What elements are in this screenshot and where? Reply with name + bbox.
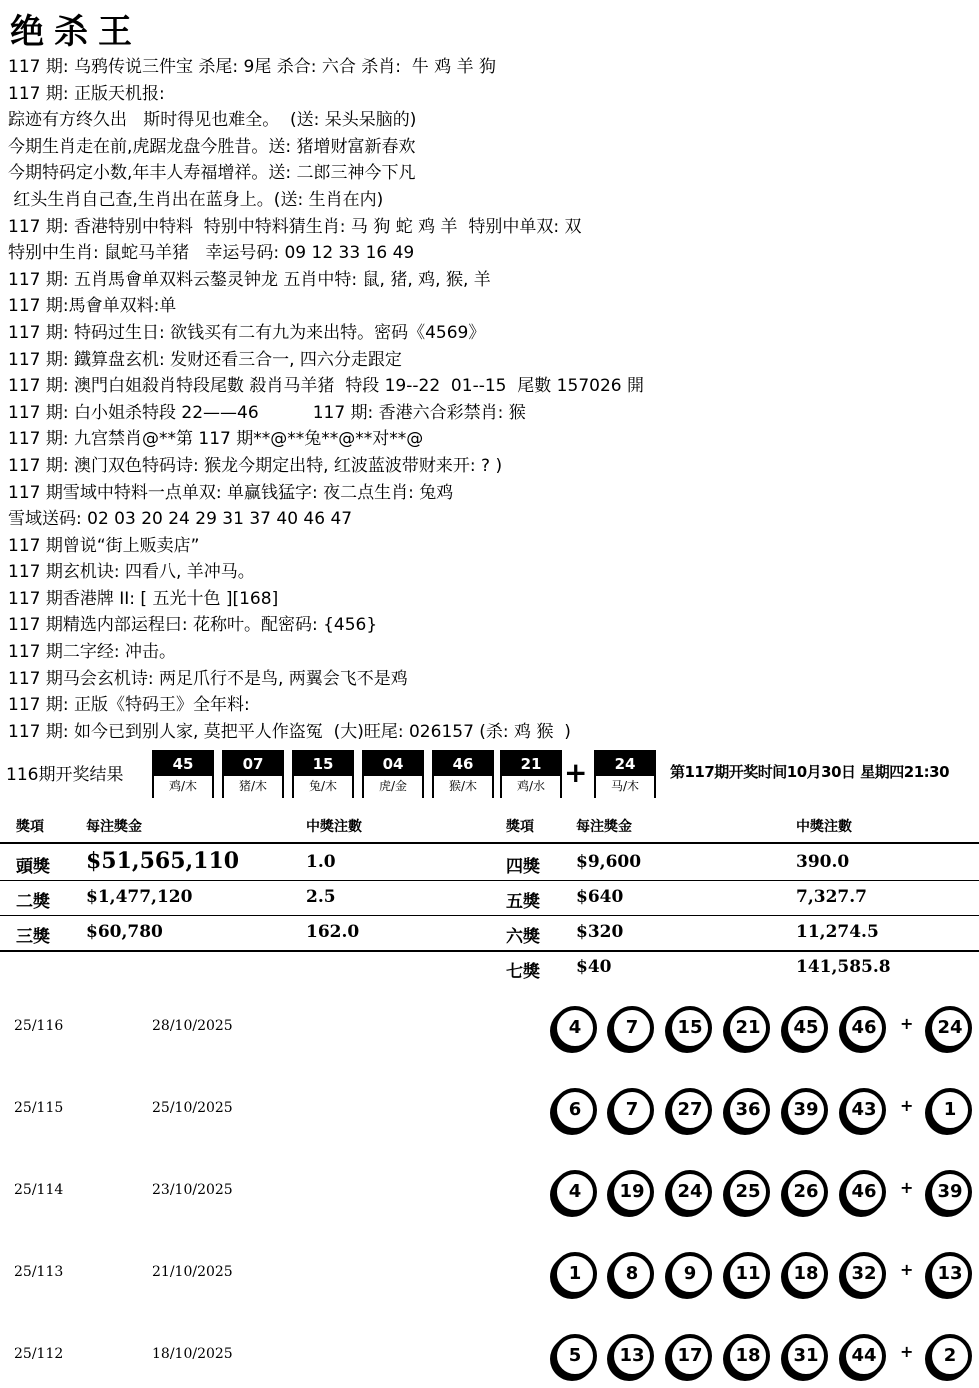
ball-number: 21 [502, 752, 560, 776]
number-ball: 4 [553, 1006, 597, 1050]
prize-cell: $60,780 [86, 922, 163, 942]
special-number-ball: 13 [928, 1252, 972, 1296]
draw-row [0, 1248, 979, 1298]
draw-id: 25/112 [14, 1346, 64, 1362]
prediction-line: 117 期:馬會单双料:单 [8, 296, 177, 317]
plus-sign: + [900, 1342, 914, 1361]
special-number-ball: 2 [928, 1334, 972, 1378]
number-ball: 39 [784, 1088, 828, 1132]
prediction-line: 117 期雪域中特料一点单双: 单赢钱猛字: 夜二点生肖: 兔鸡 [8, 482, 454, 503]
prize-cell: 四獎 [506, 857, 540, 877]
number-ball: 25 [726, 1170, 770, 1214]
special-number-ball: 39 [928, 1170, 972, 1214]
prediction-line: 117 期香港牌 II: [ 五光十色 ][168] [8, 588, 279, 609]
ball-zodiac: 猴/木 [448, 779, 478, 793]
draw-id: 25/116 [14, 1018, 64, 1034]
number-ball: 7 [610, 1088, 654, 1132]
number-ball: 32 [842, 1252, 886, 1296]
prize-row [0, 918, 979, 952]
number-ball: 46 [842, 1006, 886, 1050]
number-ball: 6 [553, 1088, 597, 1132]
prediction-line: 117 期精选内部运程曰: 花称叶。配密码: {456} [8, 615, 378, 636]
prize-cell: 162.0 [306, 922, 360, 942]
prediction-line: 红头生肖自己查,生肖出在蓝身上。(送: 生肖在内) [8, 189, 384, 210]
prediction-line: 117 期: 特码过生日: 欲钱买有二有九为来出特。密码《4569》 [8, 322, 486, 343]
divider [0, 915, 979, 916]
plus-sign: + [564, 756, 588, 789]
plus-sign: + [900, 1014, 914, 1033]
prize-cell: 390.0 [796, 852, 850, 872]
prediction-line: 117 期: 白小姐杀特段 22——46 117 期: 香港六合彩禁肖: 猴 [8, 402, 526, 423]
column-header: 中獎注數 [796, 819, 852, 835]
number-ball: 21 [726, 1006, 770, 1050]
prediction-line: 117 期: 乌鸦传说三件宝 杀尾: 9尾 杀合: 六合 杀肖: 牛 鸡 羊 狗 [8, 57, 497, 77]
prediction-line: 117 期曾说“街上贩卖店” [8, 535, 200, 556]
ball-zodiac: 鸡/水 [516, 779, 546, 793]
ball-number: 07 [224, 752, 282, 776]
prediction-line: 117 期: 鐵算盘玄机: 发财还看三合一, 四六分走跟定 [8, 349, 402, 370]
draw-id: 25/114 [14, 1182, 64, 1198]
ball-zodiac: 虎/金 [378, 779, 408, 793]
number-ball: 5 [553, 1334, 597, 1378]
number-ball: 11 [726, 1252, 770, 1296]
result-ball [222, 750, 284, 798]
number-ball: 46 [842, 1170, 886, 1214]
prize-row [0, 883, 979, 917]
prediction-line: 117 期: 香港特别中特料 特别中特料猜生肖: 马 狗 蛇 鸡 羊 特别中单双: 双 [8, 216, 582, 237]
number-ball: 7 [610, 1006, 654, 1050]
prize-cell: $1,477,120 [86, 887, 193, 907]
divider [0, 842, 979, 844]
number-ball: 31 [784, 1334, 828, 1378]
prize-cell: 1.0 [306, 852, 336, 872]
prize-cell: $640 [576, 887, 624, 907]
ball-number: 04 [364, 752, 422, 776]
plus-sign: + [900, 1178, 914, 1197]
column-header: 中獎注數 [306, 819, 362, 835]
prediction-line: 117 期二字经: 冲击。 [8, 642, 176, 663]
column-header: 獎項 [16, 819, 44, 835]
special-ball [594, 750, 656, 798]
prize-cell: 2.5 [306, 887, 336, 907]
number-ball: 1 [553, 1252, 597, 1296]
number-ball: 9 [668, 1252, 712, 1296]
divider [0, 880, 979, 881]
result-ball [362, 750, 424, 798]
ball-zodiac: 马/木 [610, 779, 640, 793]
prediction-line: 今期生肖走在前,虎踞龙盘今胜昔。送: 猪增财富新春欢 [8, 136, 416, 157]
ball-zodiac: 鸡/木 [168, 779, 198, 793]
prediction-line: 117 期: 五肖馬會单双料云鏊灵钟龙 五肖中特: 鼠, 猪, 鸡, 猴, 羊 [8, 269, 491, 290]
prediction-line: 特别中生肖: 鼠蛇马羊猪 幸运号码: 09 12 33 16 49 [8, 243, 415, 264]
draw-row [0, 1084, 979, 1134]
prize-cell: 三獎 [16, 927, 50, 947]
prize-cell: $40 [576, 957, 612, 977]
prediction-line: 117 期: 如今已到别人家, 莫把平人作盗冤 (大)旺尾: 026157 (杀: 鸡 猴 ) [8, 721, 571, 742]
prize-cell: $51,565,110 [86, 848, 240, 874]
number-ball: 4 [553, 1170, 597, 1214]
draw-date: 23/10/2025 [152, 1182, 233, 1198]
prediction-line: 117 期: 正版天机报: [8, 83, 165, 104]
prize-cell: $9,600 [576, 852, 642, 872]
number-ball: 17 [668, 1334, 712, 1378]
ball-zodiac: 猪/木 [238, 779, 268, 793]
number-ball: 13 [610, 1334, 654, 1378]
prize-cell: 七獎 [506, 962, 540, 982]
prize-cell: 141,585.8 [796, 957, 891, 977]
number-ball: 15 [668, 1006, 712, 1050]
divider [0, 950, 979, 952]
next-draw-info: 第117期开奖时间10月30日 星期四21:30 [670, 763, 950, 781]
prize-header [0, 816, 979, 850]
column-header: 獎項 [506, 819, 534, 835]
draw-id: 25/115 [14, 1100, 64, 1116]
result-ball [432, 750, 494, 798]
prize-cell: 五獎 [506, 892, 540, 912]
special-number-ball: 24 [928, 1006, 972, 1050]
number-ball: 8 [610, 1252, 654, 1296]
draw-date: 21/10/2025 [152, 1264, 233, 1280]
ball-zodiac: 兔/木 [308, 779, 338, 793]
number-ball: 45 [784, 1006, 828, 1050]
page-title: 绝杀王 [10, 12, 142, 52]
ball-number: 15 [294, 752, 352, 776]
draw-id: 25/113 [14, 1264, 64, 1280]
prediction-line: 雪域送码: 02 03 20 24 29 31 37 40 46 47 [8, 509, 353, 530]
plus-sign: + [900, 1260, 914, 1279]
last-draw-result [0, 748, 979, 798]
ball-number: 45 [154, 752, 212, 776]
prize-cell: $320 [576, 922, 624, 942]
draw-row [0, 1330, 979, 1380]
draw-row [0, 1002, 979, 1052]
prize-cell: 二獎 [16, 892, 50, 912]
result-ball [500, 750, 562, 798]
column-header: 每注獎金 [576, 819, 632, 835]
draw-date: 18/10/2025 [152, 1346, 233, 1362]
prediction-line: 今期特码定小数,年丰人寿福增祥。送: 二郎三神今下凡 [8, 163, 416, 184]
result-label: 116期开奖结果 [6, 765, 124, 785]
ball-number: 46 [434, 752, 492, 776]
number-ball: 36 [726, 1088, 770, 1132]
prize-cell: 11,274.5 [796, 922, 879, 942]
prize-row [0, 848, 979, 882]
prediction-line: 117 期: 九宫禁肖@**第 117 期**@**兔**@**对**@ [8, 429, 424, 450]
draw-date: 28/10/2025 [152, 1018, 233, 1034]
prediction-lines [8, 54, 644, 745]
prediction-line: 117 期玄机诀: 四看八, 羊冲马。 [8, 562, 255, 583]
number-ball: 19 [610, 1170, 654, 1214]
prize-cell: 7,327.7 [796, 887, 867, 907]
prediction-line: 117 期: 澳門白姐殺肖特段尾數 殺肖马羊猪 特段 19--22 01--15 尾數 157026 開 [8, 376, 644, 397]
plus-sign: + [900, 1096, 914, 1115]
column-header: 每注獎金 [86, 819, 142, 835]
number-ball: 24 [668, 1170, 712, 1214]
number-ball: 18 [726, 1334, 770, 1378]
number-ball: 26 [784, 1170, 828, 1214]
number-ball: 18 [784, 1252, 828, 1296]
result-ball [292, 750, 354, 798]
prize-cell: 六獎 [506, 927, 540, 947]
prize-cell: 頭獎 [16, 857, 50, 877]
draw-row [0, 1166, 979, 1216]
draw-date: 25/10/2025 [152, 1100, 233, 1116]
prediction-line: 踪迹有方终久出 斯时得见也难全。 (送: 呆头呆脑的) [8, 110, 417, 131]
number-ball: 27 [668, 1088, 712, 1132]
prediction-line: 117 期: 正版《特码王》全年料: [8, 695, 250, 716]
special-number-ball: 1 [928, 1088, 972, 1132]
prediction-line: 117 期马会玄机诗: 两足爪行不是鸟, 两翼会飞不是鸡 [8, 668, 408, 689]
ball-number: 24 [596, 752, 654, 776]
result-ball [152, 750, 214, 798]
number-ball: 44 [842, 1334, 886, 1378]
number-ball: 43 [842, 1088, 886, 1132]
prediction-line: 117 期: 澳门双色特码诗: 猴龙今期定出特, 红波蓝波带财来开: ? ) [8, 455, 503, 476]
prize-row [0, 953, 979, 987]
